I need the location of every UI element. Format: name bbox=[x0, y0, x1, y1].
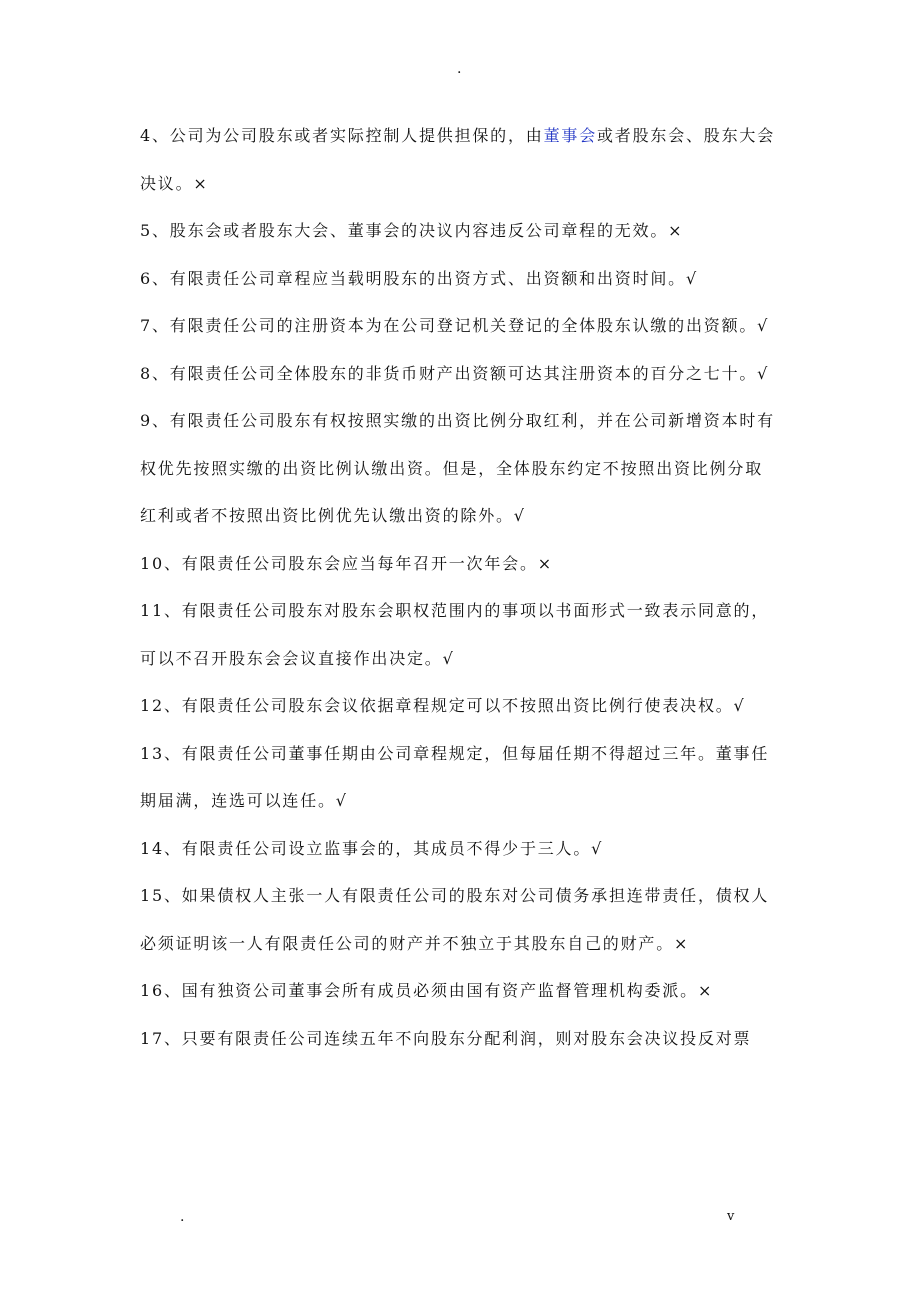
list-item bbox=[140, 112, 780, 207]
list-item: 16、国有独资公司董事会所有成员必须由国有资产监督管理机构委派。× bbox=[140, 981, 714, 1000]
list-item: 13、有限责任公司董事任期由公司章程规定，但每届任期不得超过三年。董事任期届满，连选可以连任。√ bbox=[140, 743, 770, 810]
list-item: 8、有限责任公司全体股东的非货币财产出资额可达其注册资本的百分之七十。√ bbox=[140, 363, 770, 383]
board-of-directors-link[interactable]: 董事会 bbox=[543, 126, 597, 145]
header-mark: . bbox=[457, 61, 462, 77]
list-item: 6、有限责任公司章程应当载明股东的出资方式、出资额和出资时间。√ bbox=[140, 268, 698, 288]
question-list bbox=[140, 112, 780, 1062]
item-text-after-link: 或者股东会、股东大会决议。× bbox=[140, 126, 776, 193]
list-item: 15、如果债权人主张一人有限责任公司的股东对公司债务承担连带责任，债权人必须证明该一人有限责任公司的财产并不独立于其股东自己的财产。× bbox=[140, 886, 770, 953]
item-text-before-link: 4、公司为公司股东或者实际控制人提供担保的，由 bbox=[140, 126, 544, 145]
list-item: 17、只要有限责任公司连续五年不向股东分配利润，则对股东会决议投反对票 bbox=[140, 1028, 752, 1048]
list-item: 14、有限责任公司设立监事会的，其成员不得少于三人。√ bbox=[140, 838, 604, 858]
list-item: 5、股东会或者股东大会、董事会的决议内容违反公司章程的无效。× bbox=[140, 221, 684, 240]
footer-mark-right: v bbox=[727, 1209, 735, 1224]
list-item: 12、有限责任公司股东会议依据章程规定可以不按照出资比例行使表决权。√ bbox=[140, 696, 746, 715]
list-item: 9、有限责任公司股东有权按照实缴的出资比例分取红利，并在公司新增资本时有权优先按照实缴的出资比例认缴出资。但是，全体股东约定不按照出资比例分取红利或者不按照出资比例优先认缴出资的除外。√ bbox=[140, 411, 775, 525]
list-item: 7、有限责任公司的注册资本为在公司登记机关登记的全体股东认缴的出资额。√ bbox=[140, 316, 770, 335]
footer-mark-left: . bbox=[180, 1209, 185, 1225]
list-item: 10、有限责任公司股东会应当每年召开一次年会。× bbox=[140, 553, 553, 573]
list-item: 11、有限责任公司股东对股东会职权范围内的事项以书面形式一致表示同意的，可以不召开股东会会议直接作出决定。√ bbox=[140, 601, 770, 668]
